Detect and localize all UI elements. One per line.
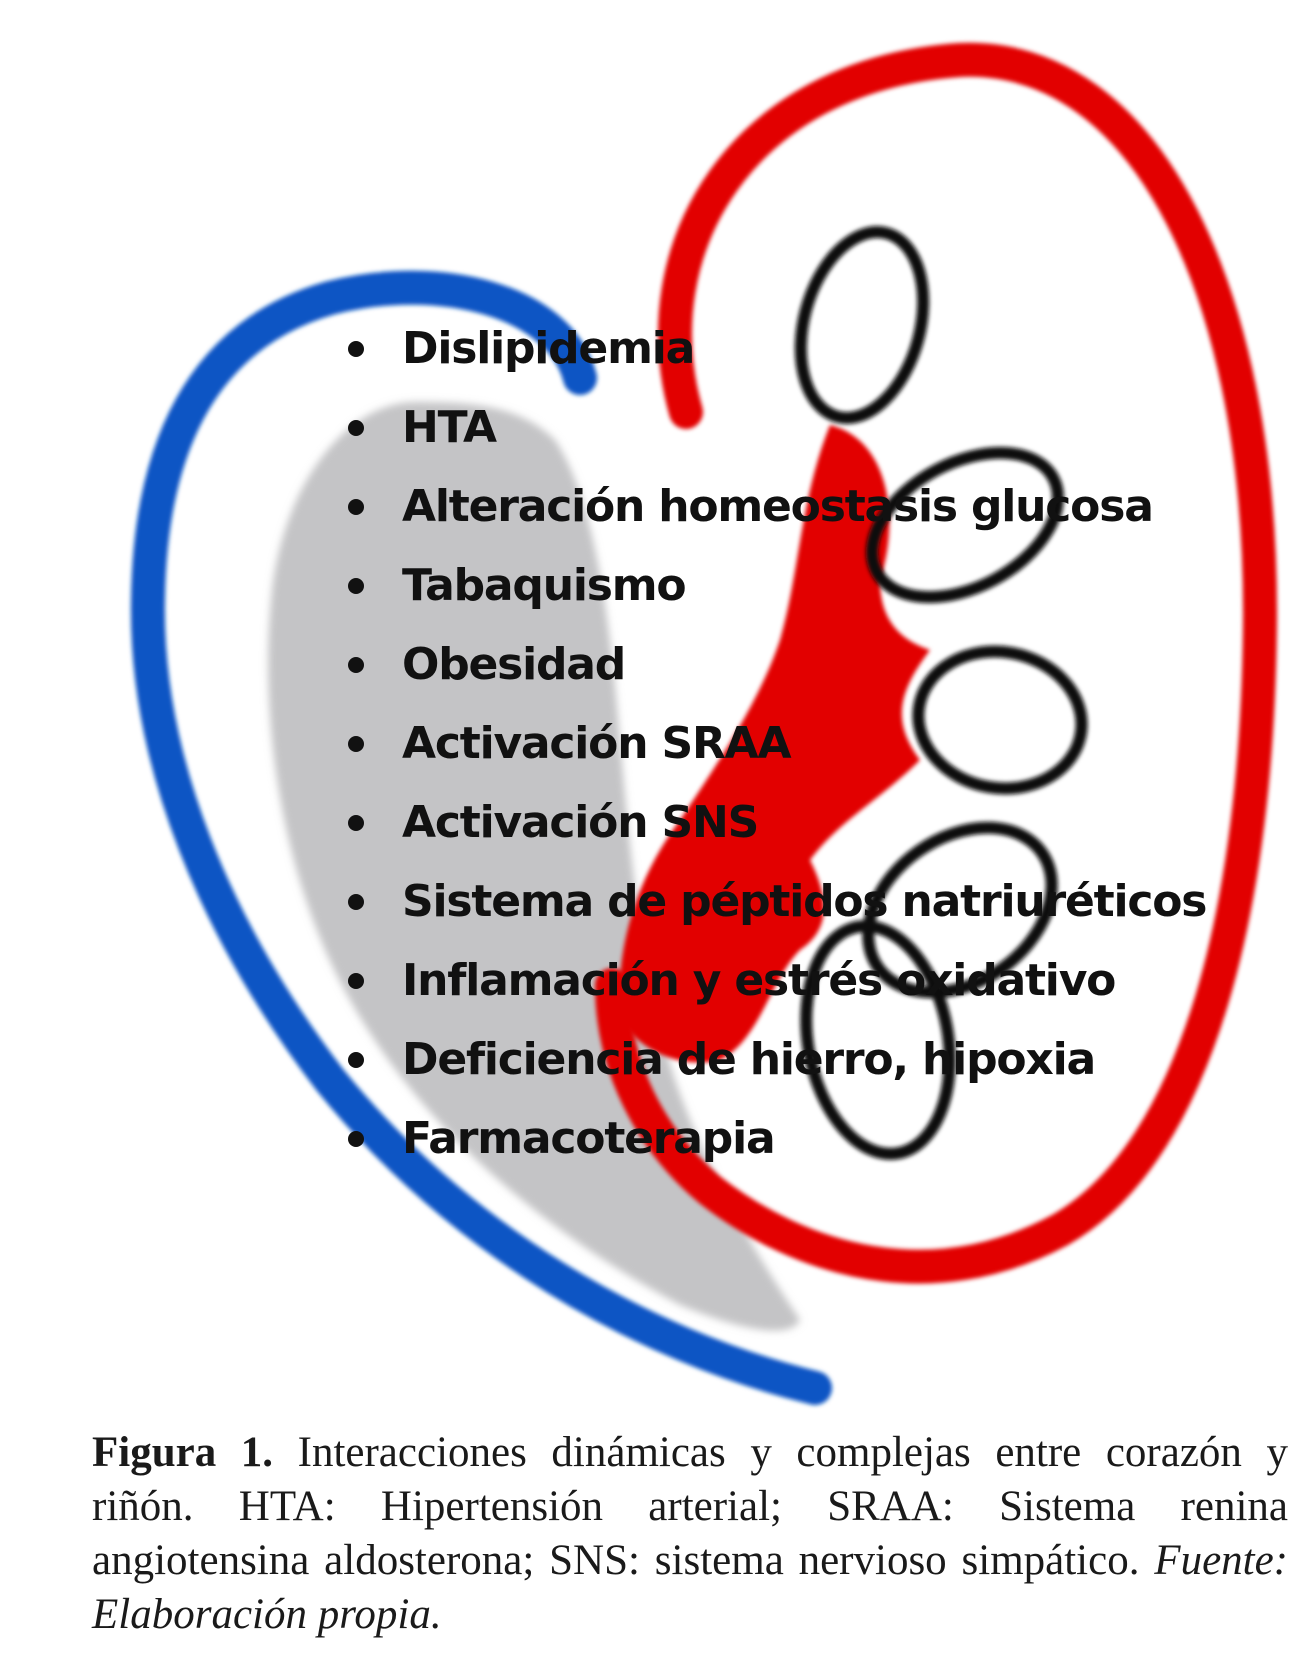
bullet-icon <box>348 499 364 515</box>
risk-factor-label: Alteración homeostasis glucosa <box>402 481 1153 532</box>
risk-factor-item <box>340 1112 1206 1191</box>
risk-factor-label: HTA <box>402 402 496 453</box>
risk-factor-label: Tabaquismo <box>402 560 686 611</box>
bullet-icon <box>348 736 364 752</box>
bullet-icon <box>348 1052 364 1068</box>
caption-text: Interacciones dinámicas y complejas entre corazón y riñón. HTA: Hipertensión arterial; SRAA: Sistema renina angiotensina aldosterona; SNS: sistema nervioso simpático. <box>92 1429 1288 1584</box>
caption-label: Figura 1. <box>92 1429 274 1476</box>
bullet-icon <box>348 420 364 436</box>
risk-factor-label: Farmacoterapia <box>402 1113 775 1164</box>
bullet-icon <box>348 973 364 989</box>
risk-factor-item <box>340 954 1206 1033</box>
risk-factor-label: Dislipidemia <box>402 323 695 374</box>
caption-source: Fuente: Elaboración propia. <box>92 1537 1288 1638</box>
risk-factor-label: Activación SNS <box>402 797 759 848</box>
risk-factor-item <box>340 875 1206 954</box>
risk-factor-label: Sistema de péptidos natriuréticos <box>402 876 1207 927</box>
risk-factor-item <box>340 559 1206 638</box>
bullet-icon <box>348 894 364 910</box>
risk-factor-label: Inflamación y estrés oxidativo <box>402 955 1116 1006</box>
risk-factor-item <box>340 796 1206 875</box>
bullet-icon <box>348 657 364 673</box>
risk-factor-label: Obesidad <box>402 639 626 690</box>
risk-factor-label: Activación SRAA <box>402 718 791 769</box>
figure-caption <box>92 1426 1288 1642</box>
risk-factor-label: Deficiencia de hierro, hipoxia <box>402 1034 1095 1085</box>
bullet-icon <box>348 578 364 594</box>
risk-factor-item <box>340 322 1206 401</box>
risk-factor-item <box>340 1033 1206 1112</box>
risk-factor-item <box>340 480 1206 559</box>
bullet-icon <box>348 815 364 831</box>
bullet-icon <box>348 341 364 357</box>
bullet-icon <box>348 1131 364 1147</box>
risk-factor-item <box>340 401 1206 480</box>
risk-factor-list <box>340 322 1206 1191</box>
risk-factor-item <box>340 717 1206 796</box>
risk-factor-item <box>340 638 1206 717</box>
